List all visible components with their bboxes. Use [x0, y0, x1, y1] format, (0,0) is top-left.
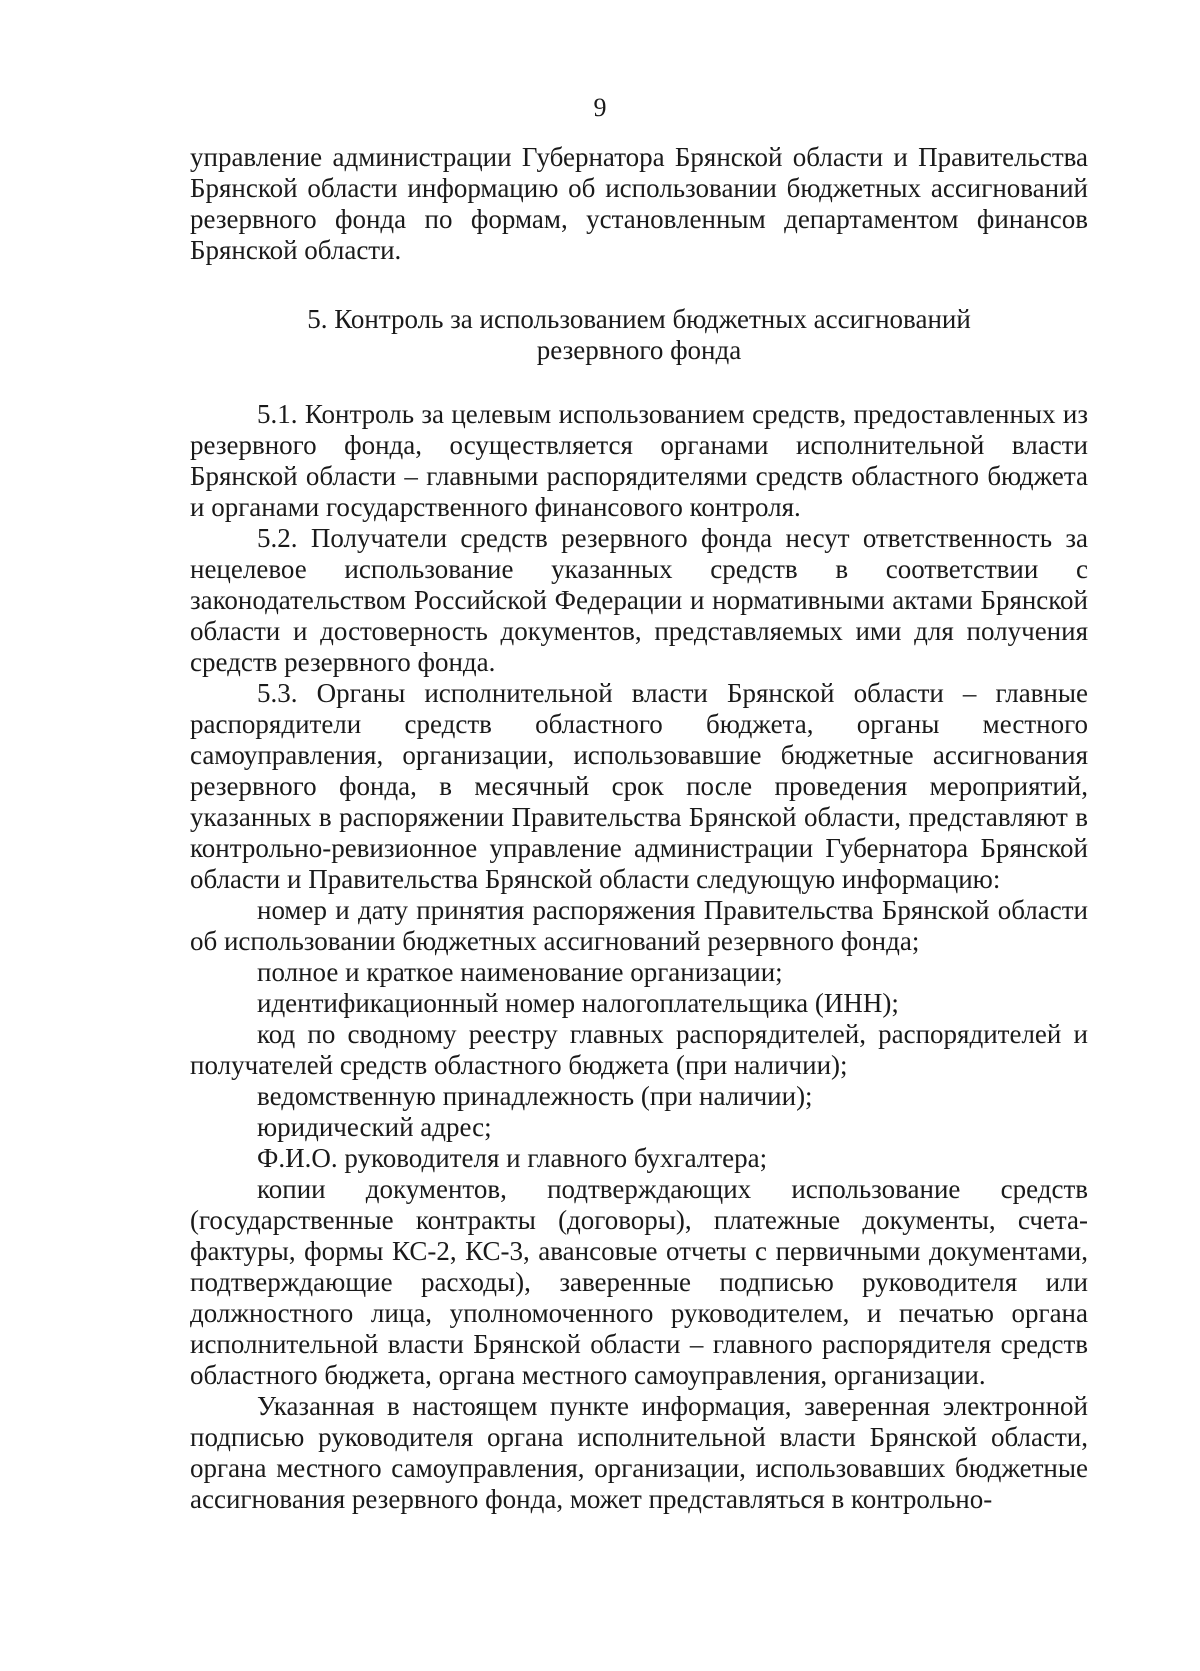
- list-item: номер и дату принятия распоряжения Правительства Брянской области об использовании бюджетных ассигнований резервного фонда;: [190, 895, 1088, 956]
- list-item: идентификационный номер налогоплательщика (ИНН);: [257, 988, 899, 1018]
- list-item: полное и краткое наименование организации;: [257, 957, 783, 987]
- page-number: 9: [593, 93, 607, 122]
- section-heading-line2: резервного фонда: [536, 335, 742, 365]
- list-item: копии документов, подтверждающих использование средств (государственные контракты (договоры), платежные документы, счета-фактуры, формы КС-2, КС-3, авансовые отчеты с первичными документами, подтверждающие расходы), заверенные подписью руководителя или должностного лица, уполномоченного руководителем, и печатью органа исполнительной власти Брянской области – главного распорядителя средств областного бюджета, органа местного самоуправления, организации.: [190, 1174, 1088, 1390]
- list-item: ведомственную принадлежность (при наличии);: [257, 1081, 813, 1111]
- document-body: [190, 142, 1088, 1515]
- list-item: код по сводному реестру главных распорядителей, распорядителей и получателей средств областного бюджета (при наличии);: [190, 1019, 1088, 1080]
- section-heading: [190, 304, 1088, 366]
- paragraph-5-2: 5.2. Получатели средств резервного фонда несут ответственность за нецелевое использование указанных средств в соответствии с законодательством Российской Федерации и нормативными актами Брянской области и достоверность документов, представляемых ими для получения средств резервного фонда.: [190, 523, 1088, 677]
- list-item: юридический адрес;: [257, 1112, 492, 1142]
- final-paragraph: Указанная в настоящем пункте информация, заверенная электронной подписью руководителя органа исполнительной власти Брянской области, органа местного самоуправления, организации, использовавших бюджетные ассигнования резервного фонда, может представляться в контрольно-: [190, 1391, 1088, 1514]
- paragraph-5-1: 5.1. Контроль за целевым использованием средств, предоставленных из резервного фонда, осуществляется органами исполнительной власти Брянской области – главными распорядителями средств областного бюджета и органами государственного финансового контроля.: [190, 399, 1088, 522]
- section-heading-line1: 5. Контроль за использованием бюджетных ассигнований: [307, 304, 971, 334]
- intro-paragraph: управление администрации Губернатора Брянской области и Правительства Брянской области информацию об использовании бюджетных ассигнований резервного фонда по формам, установленным департаментом финансов Брянской области.: [190, 142, 1088, 265]
- paragraph-5-3: 5.3. Органы исполнительной власти Брянской области – главные распорядители средств областного бюджета, органы местного самоуправления, организации, использовавшие бюджетные ассигнования резервного фонда, в месячный срок после проведения мероприятий, указанных в распоряжении Правительства Брянской области, представляют в контрольно-ревизионное управление администрации Губернатора Брянской области и Правительства Брянской области следующую информацию:: [190, 678, 1088, 894]
- list-item: Ф.И.О. руководителя и главного бухгалтера;: [257, 1143, 768, 1173]
